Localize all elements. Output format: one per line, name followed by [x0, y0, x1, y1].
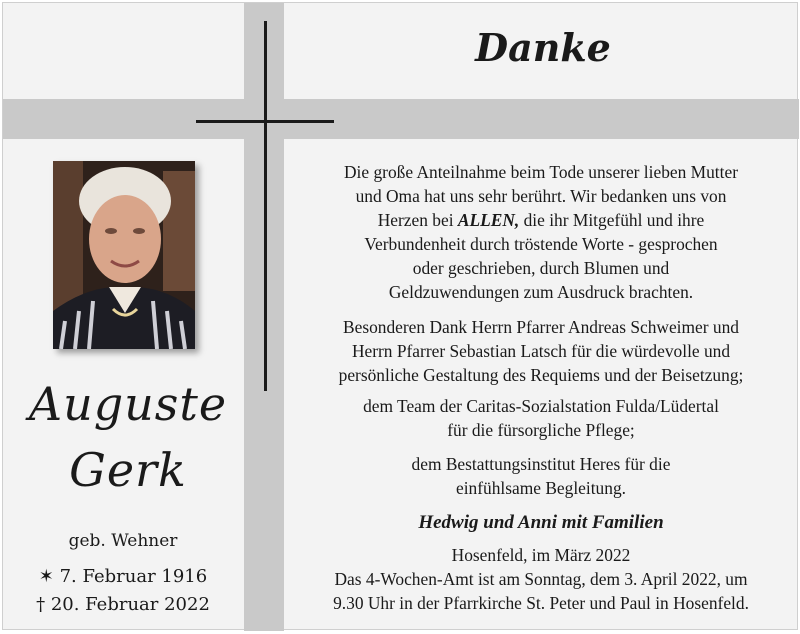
obituary-card	[2, 2, 798, 630]
text-fragment: die ihr Mitgefühl und ihre	[523, 210, 705, 230]
text-line: und Oma hat uns sehr berührt. Wir bedanken uns von	[355, 186, 727, 206]
cross-icon-vertical	[264, 21, 267, 391]
text-line: einfühlsame Begleitung.	[455, 478, 626, 498]
text-line: Besonderen Dank Herrn Pfarrer Andreas Schweimer und	[343, 317, 739, 337]
closing-block	[293, 543, 789, 615]
text-line: dem Team der Caritas-Sozialstation Fulda/Lüdertal	[363, 396, 719, 416]
heading: Danke	[475, 25, 611, 70]
text-line	[293, 208, 789, 232]
first-name: Auguste	[28, 377, 228, 431]
last-name: Gerk	[69, 443, 187, 497]
emphasis-allen: ALLEN,	[457, 210, 520, 230]
text-line: für die fürsorgliche Pflege;	[447, 420, 635, 440]
portrait-photo	[53, 161, 195, 349]
cross-icon-horizontal	[196, 120, 334, 123]
maiden-name: geb. Wehner	[68, 531, 178, 551]
place-date: Hosenfeld, im März 2022	[451, 545, 631, 565]
thanks-paragraph-2	[293, 315, 789, 387]
text-line: persönliche Gestaltung des Requiems und der Beisetzung;	[338, 365, 744, 385]
death-date: † 20. Februar 2022	[36, 594, 210, 615]
text-fragment: Herzen bei	[377, 210, 458, 230]
text-line: Die große Anteilnahme beim Tode unserer lieben Mutter	[344, 162, 738, 182]
signature: Hedwig und Anni mit Familien	[418, 512, 664, 533]
thanks-paragraph-4	[293, 452, 789, 500]
text-line: Das 4-Wochen-Amt ist am Sonntag, dem 3. April 2022, um	[334, 569, 748, 589]
birth-date: ✶ 7. Februar 1916	[38, 566, 208, 587]
thanks-paragraph-1	[293, 160, 789, 304]
text-line: Herrn Pfarrer Sebastian Latsch für die würdevolle und	[351, 341, 731, 361]
text-line: 9.30 Uhr in der Pfarrkirche St. Peter und Paul in Hosenfeld.	[333, 593, 749, 613]
text-line: dem Bestattungsinstitut Heres für die	[411, 454, 671, 474]
thanks-paragraph-3	[293, 394, 789, 442]
text-line: oder geschrieben, durch Blumen und	[412, 258, 670, 278]
text-line: Geldzuwendungen zum Ausdruck brachten.	[388, 282, 694, 302]
text-line: Verbundenheit durch tröstende Worte - gesprochen	[364, 234, 718, 254]
cross-background-horizontal	[3, 99, 799, 139]
